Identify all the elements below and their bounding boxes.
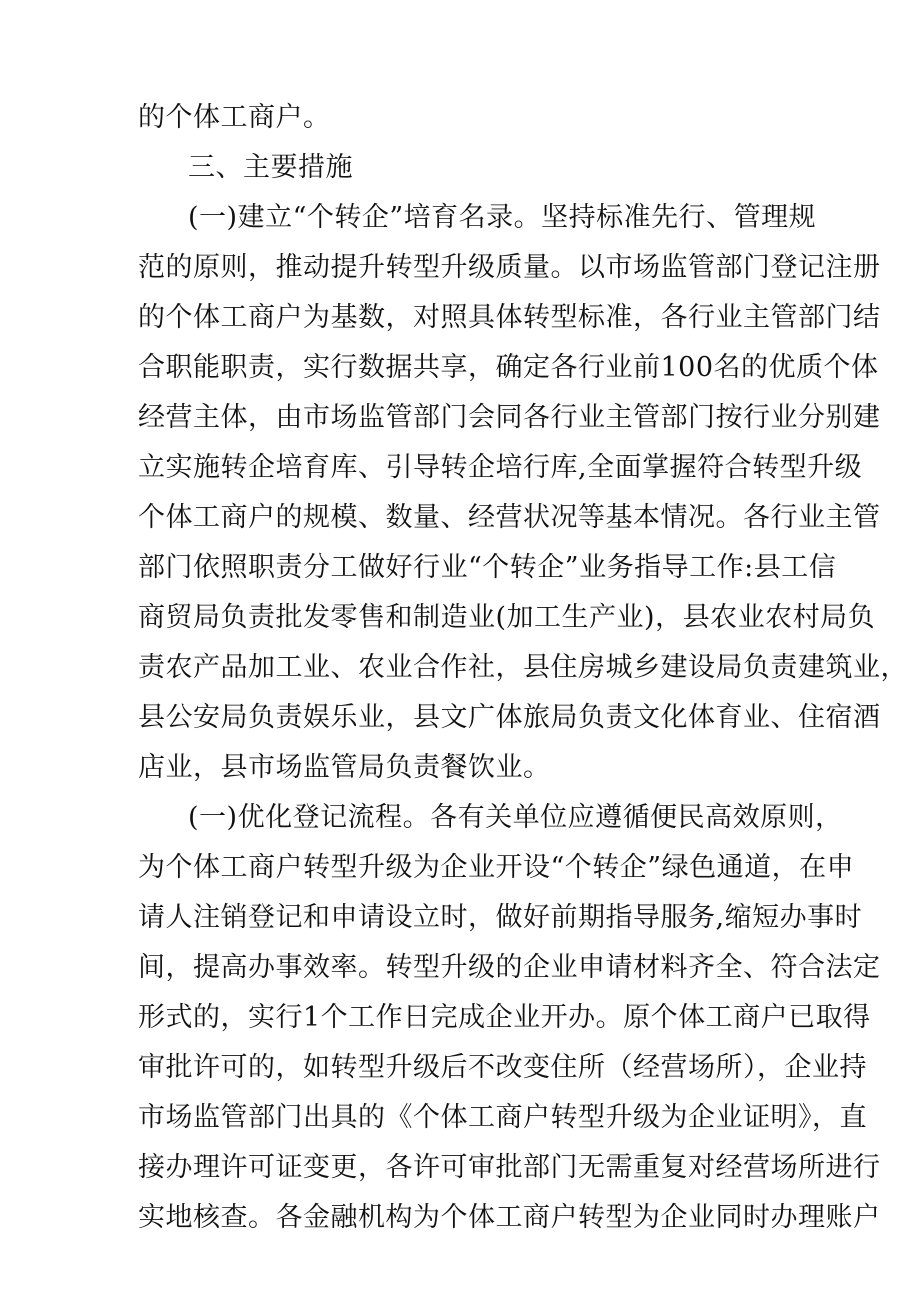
text-line: 部门依照职责分工做好行业“个转企”业务指导工作:县工信 bbox=[138, 552, 837, 583]
section-heading: 三、主要措施 bbox=[188, 152, 353, 183]
text-line: 形式的，实行1个工作日完成企业开办。原个体工商户已取得 bbox=[138, 1002, 871, 1033]
text-line: (一)建立“个转企”培育名录。坚持标准先行、管理规 bbox=[188, 202, 817, 233]
text-line: 间，提高办事效率。转型升级的企业申请材料齐全、符合法定 bbox=[138, 952, 881, 983]
text-line: 的个体工商户。 bbox=[138, 102, 331, 133]
text-line: 责农产品加工业、农业合作社，县住房城乡建设局负责建筑业， bbox=[138, 652, 908, 683]
text-line: 立实施转企培育库、引导转企培行库,全面掌握符合转型升级 bbox=[138, 452, 863, 483]
text-line: 店业，县市场监管局负责餐饮业。 bbox=[138, 752, 551, 783]
text-line: 合职能职责，实行数据共享，确定各行业前100名的优质个体 bbox=[138, 352, 879, 383]
text-line: 实地核查。各金融机构为个体工商户转型为企业同时办理账户 bbox=[138, 1202, 881, 1233]
text-line: 经营主体，由市场监管部门会同各行业主管部门按行业分别建 bbox=[138, 402, 881, 433]
text-line: 个体工商户的规模、数量、经营状况等基本情况。各行业主管 bbox=[138, 502, 881, 533]
text-line: 审批许可的，如转型升级后不改变住所（经营场所），企业持 bbox=[138, 1052, 867, 1083]
text-line: 范的原则，推动提升转型升级质量。以市场监管部门登记注册 bbox=[138, 252, 881, 283]
text-line: 接办理许可证变更，各许可审批部门无需重复对经营场所进行 bbox=[138, 1152, 881, 1183]
text-line: 的个体工商户为基数，对照具体转型标准，各行业主管部门结 bbox=[138, 302, 881, 333]
text-line: 请人注销登记和申请设立时，做好前期指导服务,缩短办事时 bbox=[138, 902, 863, 933]
text-line: 县公安局负责娱乐业，县文广体旅局负责文化体育业、住宿酒 bbox=[138, 702, 881, 733]
text-line: 市场监管部门出具的《个体工商户转型升级为企业证明》，直 bbox=[138, 1102, 867, 1133]
text-line: (一)优化登记流程。各有关单位应遵循便民高效原则， bbox=[188, 802, 843, 833]
text-line: 为个体工商户转型升级为企业开设“个转企”绿色通道，在申 bbox=[138, 852, 855, 883]
text-line: 商贸局负责批发零售和制造业(加工生产业)，县农业农村局负 bbox=[138, 602, 876, 633]
